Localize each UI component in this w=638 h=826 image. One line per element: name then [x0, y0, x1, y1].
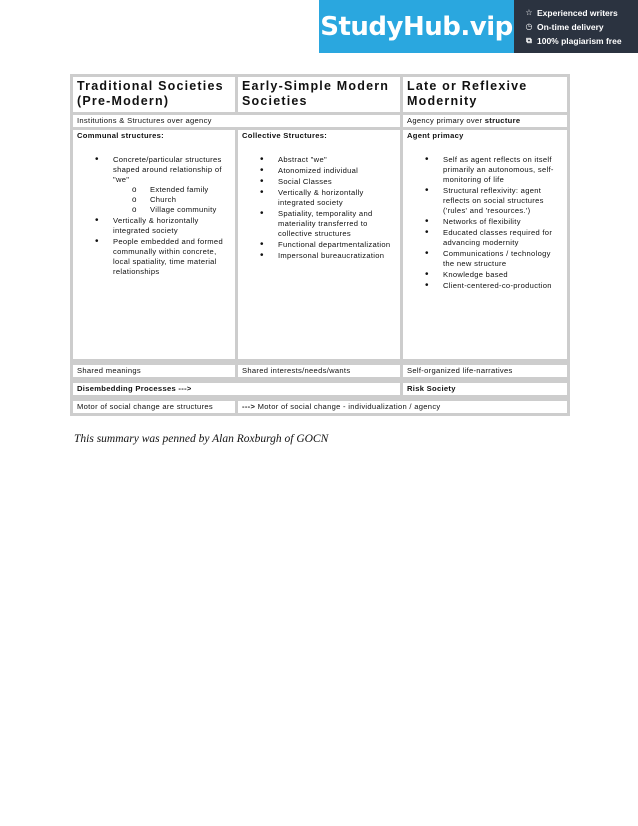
sub-list-item: o Extended family: [113, 185, 231, 195]
table-row-motor: [72, 400, 569, 415]
list-item: • People embedded and formed communally within concrete, local spatiality, time material relationships: [77, 237, 231, 277]
list-item: • Communications / technology the new structure: [407, 249, 563, 269]
feature-label: On-time delivery: [537, 21, 604, 32]
sub-list-item: o Village community: [113, 205, 231, 215]
header-early-modern: Early-Simple Modern Societies: [237, 76, 402, 114]
list-item: • Social Classes: [242, 177, 396, 187]
arrow-text: --->: [242, 402, 256, 411]
motor-individualization-text: Motor of social change - individualization / agency: [255, 402, 441, 411]
list-item: • Impersonal bureaucratization: [242, 251, 396, 261]
star-icon: ☆: [525, 8, 533, 17]
institutions-cell: Institutions & Structures over agency: [72, 114, 402, 129]
feature-list: [514, 0, 638, 53]
list-item: • Spatiality, temporality and materiality transferred to collective structures: [242, 209, 396, 239]
communal-list: [77, 155, 231, 277]
list-item: • Abstract "we": [242, 155, 396, 165]
agent-list: [407, 155, 563, 291]
disembedding-cell: Disembedding Processes --->: [72, 382, 402, 397]
list-item: • Client-centered-co-production: [407, 281, 563, 291]
modernity-comparison-table: [70, 74, 570, 416]
shared-meanings-cell: Shared meanings: [72, 364, 237, 379]
list-item: • Functional departmentalization: [242, 240, 396, 250]
life-narratives-cell: Self-organized life-narratives: [402, 364, 569, 379]
collective-structures-title: Collective Structures:: [242, 131, 328, 140]
list-item: • Networks of flexibility: [407, 217, 563, 227]
collective-list: [242, 155, 396, 261]
header-late-modern: Late or Reflexive Modernity: [402, 76, 569, 114]
list-item: • Knowledge based: [407, 270, 563, 280]
table-row-institutions: [72, 114, 569, 129]
communal-structures-cell: [72, 129, 237, 361]
list-item: • Vertically & horizontally integrated society: [77, 216, 231, 236]
sub-list: [113, 185, 231, 215]
footnote: This summary was penned by Alan Roxburgh of GOCN: [74, 433, 329, 445]
table-row-structures: [72, 129, 569, 361]
agent-primacy-title: Agent primacy: [407, 131, 464, 140]
communal-structures-title: Communal structures:: [77, 131, 165, 140]
sub-list-item: o Church: [113, 195, 231, 205]
header-traditional: Traditional Societies (Pre-Modern): [72, 76, 237, 114]
table-header-row: [72, 76, 569, 114]
feature-item: [524, 20, 638, 33]
agency-bold-text: structure: [484, 116, 521, 125]
feature-item: [524, 34, 638, 47]
motor-structures-cell: Motor of social change are structures: [72, 400, 237, 415]
shared-interests-cell: Shared interests/needs/wants: [237, 364, 402, 379]
table-row-shared: [72, 364, 569, 379]
brand-logo[interactable]: [319, 0, 514, 53]
copy-icon: ⧉: [526, 35, 532, 45]
feature-label: 100% plagiarism free: [537, 35, 622, 46]
feature-label: Experienced writers: [537, 7, 618, 18]
list-item: • Atonomized individual: [242, 166, 396, 176]
agent-primacy-cell: [402, 129, 569, 361]
brand-name: StudyHub.vip: [320, 11, 513, 42]
list-item: [77, 155, 231, 215]
table-row-disembedding: [72, 382, 569, 397]
agency-cell: [402, 114, 569, 129]
clock-icon: ◷: [525, 22, 533, 31]
agency-text: Agency primary over: [407, 116, 485, 125]
collective-structures-cell: [237, 129, 402, 361]
list-item: • Self as agent reflects on itself primarily an autonomous, self-monitoring of life: [407, 155, 563, 185]
risk-society-cell: Risk Society: [402, 382, 569, 397]
list-item: • Vertically & horizontally integrated society: [242, 188, 396, 208]
list-item-text: Concrete/particular structures shaped around relationship of "we": [113, 155, 222, 184]
studyhub-banner[interactable]: [319, 0, 638, 53]
list-item: • Educated classes required for advancing modernity: [407, 228, 563, 248]
feature-item: [524, 6, 638, 19]
motor-individualization-cell: [237, 400, 569, 415]
list-item: • Structural reflexivity: agent reflects on social structures ('rules' and 'resources.'): [407, 186, 563, 216]
